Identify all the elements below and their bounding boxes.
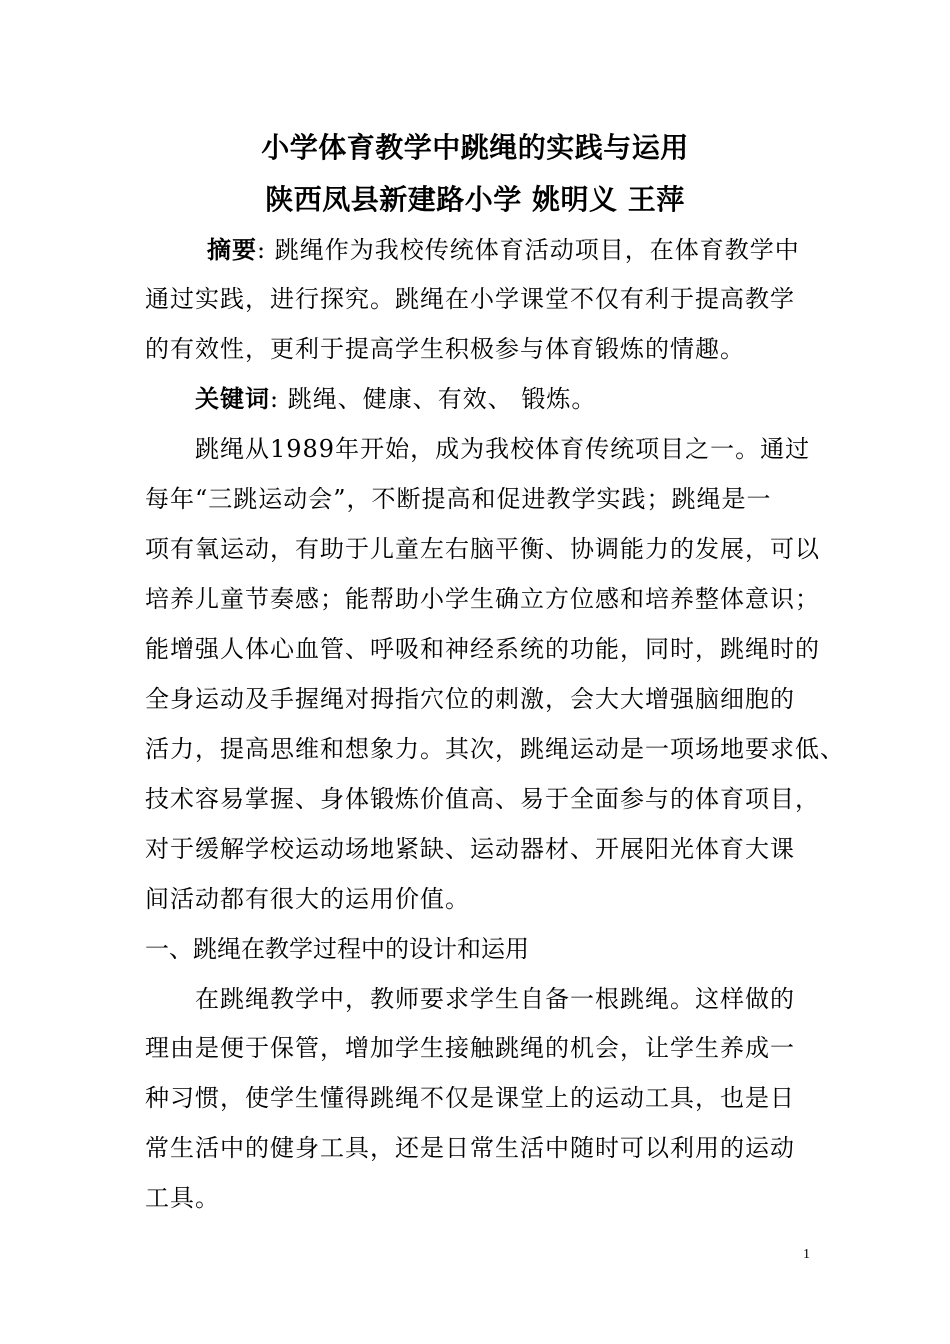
intro-line-4: 培养儿童节奏感；能帮助小学生确立方位感和培养整体意识； <box>145 585 820 613</box>
intro-line-7: 活力，提高思维和想象力。其次，跳绳运动是一项场地要求低、 <box>145 735 845 763</box>
keywords-line <box>195 382 596 416</box>
intro-line-1: 跳绳从1989年开始，成为我校体育传统项目之一。通过 <box>195 435 811 463</box>
abstract-line-2: 通过实践，进行探究。跳绳在小学课堂不仅有利于提高教学 <box>145 285 795 313</box>
intro-line-6: 全身运动及手握绳对拇指穴位的刺激，会大大增强脑细胞的 <box>145 685 795 713</box>
author-line: 陕西凤县新建路小学 姚明义 王萍 <box>265 183 685 216</box>
intro-line-3: 项有氧运动，有助于儿童左右脑平衡、协调能力的发展，可以 <box>145 535 820 563</box>
intro-line-2: 每年“三跳运动会”，不断提高和促进教学实践；跳绳是一 <box>145 485 772 513</box>
section-1-heading: 一、跳绳在教学过程中的设计和运用 <box>145 935 529 963</box>
section-1-line-2: 理由是便于保管，增加学生接触跳绳的机会，让学生养成一 <box>145 1034 795 1062</box>
abstract-line-3: 的有效性，更利于提高学生积极参与体育锻炼的情趣。 <box>145 335 745 363</box>
section-1-line-5: 工具。 <box>145 1184 220 1212</box>
document-title: 小学体育教学中跳绳的实践与运用 <box>261 131 689 164</box>
intro-line-10: 间活动都有很大的运用价值。 <box>145 885 470 913</box>
intro-line-9: 对于缓解学校运动场地紧缺、运动器材、开展阳光体育大课 <box>145 835 795 863</box>
section-1-line-4: 常生活中的健身工具，还是日常生活中随时可以利用的运动 <box>145 1134 795 1162</box>
abstract-line-1 <box>207 233 800 267</box>
keywords-label: 关键词 <box>195 384 270 413</box>
intro-line-5: 能增强人体心血管、呼吸和神经系统的功能，同时，跳绳时的 <box>145 635 820 663</box>
intro-line-8: 技术容易掌握、身体锻炼价值高、易于全面参与的体育项目， <box>145 785 820 813</box>
keywords-text: : 跳绳、健康、有效、 锻炼。 <box>270 385 597 413</box>
section-1-line-1: 在跳绳教学中，教师要求学生自备一根跳绳。这样做的 <box>195 985 795 1013</box>
section-1-line-3: 种习惯，使学生懂得跳绳不仅是课堂上的运动工具，也是日 <box>145 1084 795 1112</box>
page-number: 1 <box>803 1247 810 1262</box>
abstract-text-1: : 跳绳作为我校传统体育活动项目，在体育教学中 <box>257 236 800 264</box>
abstract-label: 摘要 <box>207 235 257 264</box>
